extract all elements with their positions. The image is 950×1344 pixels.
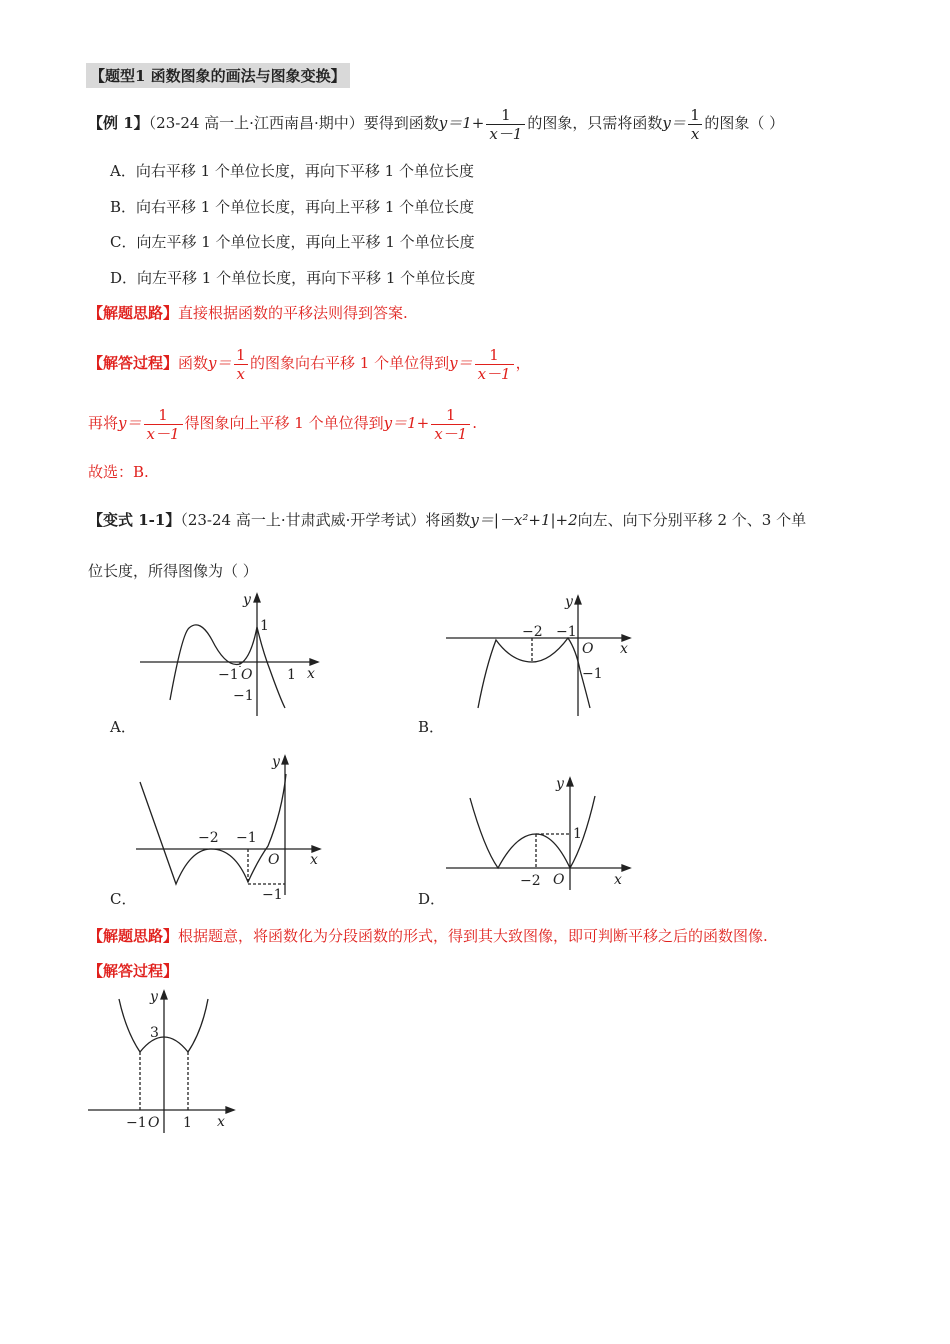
example1-tag: 【例 1】 [88, 114, 149, 132]
example1-answer: 故选：B. [88, 463, 149, 481]
process-frac [234, 346, 248, 383]
axis-y-label: y [272, 754, 280, 770]
tick-label: −1 [582, 666, 603, 682]
idea-text: 直接根据函数的平移法则得到答案. [178, 304, 408, 322]
frac-denominator: x [688, 124, 702, 143]
process-text: 函数 [178, 354, 209, 372]
tick-label: −2 [520, 873, 541, 889]
tick-label: −1 [126, 1115, 147, 1131]
process-text: 得图象向上平移 1 个单位得到 [184, 414, 384, 432]
axis-x-label: x [620, 641, 628, 657]
graph-b-label[interactable]: B． [418, 718, 445, 736]
example1-process-line1 [88, 344, 531, 383]
tick-label: 1 [260, 618, 269, 634]
frac-denominator: x－1 [486, 124, 525, 143]
variant1-idea [88, 925, 768, 947]
tick-label: 1 [183, 1115, 192, 1131]
axis-y-label: y [556, 776, 564, 792]
example1-mid: 的图象，只需将函数 [527, 114, 663, 132]
tick-label: −1 [262, 887, 283, 900]
axis-x-label: x [310, 852, 318, 868]
example1-target-frac [486, 106, 525, 143]
graph-d[interactable] [440, 772, 640, 892]
process-func: y＝ [208, 354, 232, 372]
solution-graph [84, 985, 244, 1135]
frac-numerator: 1 [445, 405, 456, 424]
process-frac [475, 346, 514, 383]
graph-d-label[interactable]: D． [418, 890, 446, 908]
option-a[interactable]: A．向右平移 1 个单位长度，再向下平移 1 个单位长度 [110, 162, 474, 180]
example1-question [88, 105, 784, 143]
variant1-question-line1 [88, 509, 806, 531]
axis-y-label: y [150, 989, 158, 1005]
axis-y-label: y [565, 594, 573, 610]
origin-label: O [241, 667, 253, 683]
process-frac [431, 406, 470, 443]
frac-denominator: x－1 [144, 424, 183, 443]
axis-x-label: x [614, 872, 622, 888]
process-text: 再将 [88, 414, 119, 432]
tick-label: −1 [236, 830, 257, 846]
variant1-text: （23-24 高一上·甘肃武威·开学考试）将函数 [180, 511, 471, 529]
idea-text: 根据题意，将函数化为分段函数的形式，得到其大致图像，即可判断平移之后的函数图像. [178, 927, 768, 945]
variant1-question-line2: 位长度，所得图像为（ ） [88, 562, 258, 580]
frac-numerator: 1 [501, 105, 511, 124]
origin-label: O [268, 852, 280, 868]
idea-tag: 【解题思路】 [88, 304, 179, 322]
process-text: . [472, 414, 477, 432]
frac-numerator: 1 [235, 345, 246, 364]
example1-process-line2 [88, 404, 477, 443]
tick-label: −1 [218, 667, 239, 683]
variant1-func: y＝|－x²+1|+2 [470, 511, 578, 529]
tick-label: 1 [287, 667, 296, 683]
section-title: 【题型1 函数图象的画法与图象变换】 [86, 63, 350, 88]
variant1-process-tag: 【解答过程】 [88, 962, 179, 980]
process-func: y＝ [118, 414, 142, 432]
axis-x-label: x [307, 666, 315, 682]
frac-denominator: x－1 [431, 424, 470, 443]
variant1-text: 向左、向下分别平移 2 个、3 个单 [577, 511, 807, 529]
frac-numerator: 1 [158, 405, 168, 424]
tick-label: −2 [198, 830, 219, 846]
example1-base-func: y＝ [662, 114, 686, 132]
frac-denominator: x [234, 364, 248, 383]
tick-label: −1 [556, 624, 577, 640]
example1-target-func: y＝1+ [438, 114, 485, 132]
process-text: ， [515, 354, 531, 372]
tick-label: 3 [150, 1025, 159, 1041]
option-b[interactable]: B．向右平移 1 个单位长度，再向上平移 1 个单位长度 [110, 198, 475, 216]
example1-source: （23-24 高一上·江西南昌·期中）要得到函数 [148, 114, 439, 132]
axis-x-label: x [217, 1114, 225, 1130]
tick-label: −2 [522, 624, 543, 640]
example1-end: 的图象（ ） [704, 114, 785, 132]
axis-y-label: y [243, 592, 251, 608]
variant1-tag: 【变式 1-1】 [88, 511, 181, 529]
graph-c-label[interactable]: C． [110, 890, 137, 908]
process-tag: 【解答过程】 [88, 354, 179, 372]
idea-tag: 【解题思路】 [88, 927, 179, 945]
frac-numerator: 1 [489, 345, 499, 364]
frac-denominator: x－1 [475, 364, 514, 383]
graph-b[interactable] [440, 590, 640, 720]
origin-label: O [582, 641, 594, 657]
tick-label: 1 [573, 826, 582, 842]
example1-idea [88, 302, 408, 324]
frac-numerator: 1 [690, 105, 700, 124]
option-d[interactable]: D．向左平移 1 个单位长度，再向下平移 1 个单位长度 [110, 269, 476, 287]
graph-a-label[interactable]: A． [110, 718, 136, 736]
option-c[interactable]: C．向左平移 1 个单位长度，再向上平移 1 个单位长度 [110, 233, 475, 251]
process-func: y＝1+ [383, 414, 430, 432]
origin-label: O [553, 872, 565, 888]
process-text: 的图象向右平移 1 个单位得到 [249, 354, 450, 372]
process-frac [144, 406, 183, 443]
example1-base-frac [688, 106, 702, 143]
tick-label: −1 [233, 688, 254, 704]
process-func: y＝ [449, 354, 473, 372]
origin-label: O [148, 1115, 160, 1131]
graph-a[interactable] [130, 590, 330, 720]
graph-c[interactable] [130, 750, 330, 900]
